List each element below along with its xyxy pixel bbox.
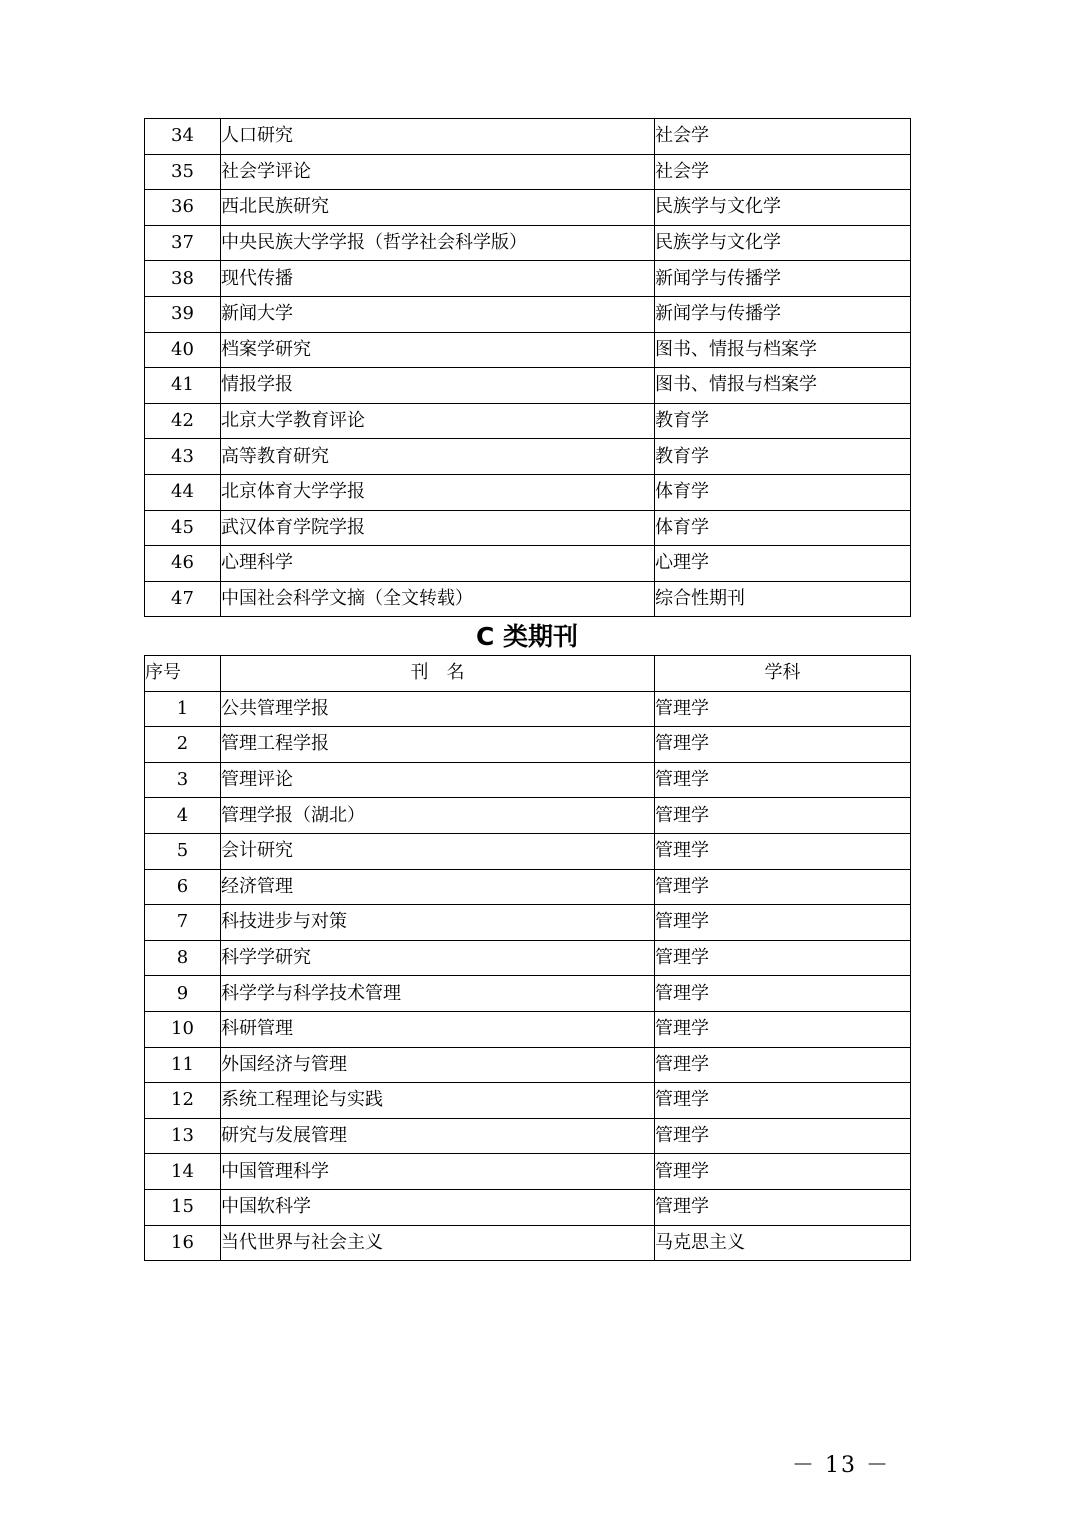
cell-journal-name: 外国经济与管理: [221, 1047, 655, 1083]
cell-serial-number: 3: [145, 762, 221, 798]
table-row: [145, 1118, 911, 1154]
cell-serial-number: 40: [145, 332, 221, 368]
table-row: [145, 869, 911, 905]
cell-journal-name: 情报学报: [221, 368, 655, 404]
page-number: － 13 －: [792, 1453, 890, 1478]
cell-serial-number: 39: [145, 296, 221, 332]
table-row: [145, 368, 911, 404]
cell-subject: 管理学: [655, 798, 911, 834]
header-subject: 学科: [655, 656, 911, 692]
cell-serial-number: 6: [145, 869, 221, 905]
table-row: [145, 332, 911, 368]
cell-subject: 新闻学与传播学: [655, 296, 911, 332]
cell-journal-name: 北京体育大学学报: [221, 474, 655, 510]
journal-table-c: [144, 655, 911, 1261]
table-row: [145, 581, 911, 617]
cell-serial-number: 12: [145, 1083, 221, 1119]
cell-subject: 体育学: [655, 474, 911, 510]
cell-subject: 民族学与文化学: [655, 225, 911, 261]
cell-serial-number: 44: [145, 474, 221, 510]
cell-serial-number: 13: [145, 1118, 221, 1154]
cell-subject: 心理学: [655, 546, 911, 582]
table-row: [145, 1154, 911, 1190]
cell-serial-number: 45: [145, 510, 221, 546]
table-row: [145, 474, 911, 510]
cell-serial-number: 4: [145, 798, 221, 834]
cell-serial-number: 2: [145, 727, 221, 763]
cell-journal-name: 管理工程学报: [221, 727, 655, 763]
table-row: [145, 154, 911, 190]
cell-journal-name: 高等教育研究: [221, 439, 655, 475]
table-row: [145, 1011, 911, 1047]
header-journal-name: 刊 名: [221, 656, 655, 692]
table-row: [145, 296, 911, 332]
cell-journal-name: 经济管理: [221, 869, 655, 905]
table-row: [145, 1189, 911, 1225]
cell-serial-number: 42: [145, 403, 221, 439]
table-row: [145, 261, 911, 297]
table-row: [145, 798, 911, 834]
cell-serial-number: 1: [145, 691, 221, 727]
cell-serial-number: 34: [145, 119, 221, 155]
table-row: [145, 940, 911, 976]
table-row: [145, 691, 911, 727]
cell-journal-name: 科技进步与对策: [221, 905, 655, 941]
cell-serial-number: 38: [145, 261, 221, 297]
cell-subject: 管理学: [655, 976, 911, 1012]
cell-serial-number: 37: [145, 225, 221, 261]
table-row: [145, 1083, 911, 1119]
table-row: [145, 1047, 911, 1083]
cell-serial-number: 7: [145, 905, 221, 941]
journal-table-body: [145, 691, 911, 1261]
cell-subject: 管理学: [655, 691, 911, 727]
cell-subject: 教育学: [655, 403, 911, 439]
cell-serial-number: 15: [145, 1189, 221, 1225]
journal-table-continued: [144, 118, 911, 617]
cell-journal-name: 中国社会科学文摘（全文转载）: [221, 581, 655, 617]
cell-journal-name: 管理评论: [221, 762, 655, 798]
table-row: [145, 976, 911, 1012]
cell-journal-name: 档案学研究: [221, 332, 655, 368]
cell-journal-name: 研究与发展管理: [221, 1118, 655, 1154]
cell-subject: 图书、情报与档案学: [655, 368, 911, 404]
cell-subject: 体育学: [655, 510, 911, 546]
table-row: [145, 905, 911, 941]
table-row: [145, 1225, 911, 1261]
cell-journal-name: 科研管理: [221, 1011, 655, 1047]
table-row: [145, 510, 911, 546]
cell-journal-name: 心理科学: [221, 546, 655, 582]
cell-serial-number: 11: [145, 1047, 221, 1083]
cell-subject: 管理学: [655, 1118, 911, 1154]
cell-subject: 管理学: [655, 940, 911, 976]
table-row: [145, 833, 911, 869]
cell-subject: 管理学: [655, 727, 911, 763]
cell-serial-number: 5: [145, 833, 221, 869]
cell-journal-name: 公共管理学报: [221, 691, 655, 727]
table-row: [145, 439, 911, 475]
cell-serial-number: 46: [145, 546, 221, 582]
cell-journal-name: 中央民族大学学报（哲学社会科学版）: [221, 225, 655, 261]
cell-subject: 管理学: [655, 833, 911, 869]
cell-journal-name: 现代传播: [221, 261, 655, 297]
table-row: [145, 403, 911, 439]
cell-serial-number: 35: [145, 154, 221, 190]
cell-serial-number: 9: [145, 976, 221, 1012]
cell-serial-number: 16: [145, 1225, 221, 1261]
cell-subject: 教育学: [655, 439, 911, 475]
cell-journal-name: 系统工程理论与实践: [221, 1083, 655, 1119]
cell-subject: 管理学: [655, 869, 911, 905]
cell-subject: 管理学: [655, 1083, 911, 1119]
cell-serial-number: 10: [145, 1011, 221, 1047]
cell-journal-name: 管理学报（湖北）: [221, 798, 655, 834]
cell-serial-number: 14: [145, 1154, 221, 1190]
section-title-c: C 类期刊: [475, 622, 579, 651]
cell-journal-name: 新闻大学: [221, 296, 655, 332]
cell-journal-name: 当代世界与社会主义: [221, 1225, 655, 1261]
cell-subject: 管理学: [655, 1047, 911, 1083]
table-row: [145, 546, 911, 582]
cell-subject: 管理学: [655, 1189, 911, 1225]
cell-subject: 民族学与文化学: [655, 190, 911, 226]
journal-table-body: [145, 119, 911, 617]
table-row: [145, 762, 911, 798]
table-header-row: [145, 656, 911, 692]
cell-journal-name: 武汉体育学院学报: [221, 510, 655, 546]
cell-journal-name: 社会学评论: [221, 154, 655, 190]
cell-subject: 马克思主义: [655, 1225, 911, 1261]
cell-journal-name: 西北民族研究: [221, 190, 655, 226]
cell-journal-name: 会计研究: [221, 833, 655, 869]
cell-subject: 管理学: [655, 762, 911, 798]
cell-journal-name: 北京大学教育评论: [221, 403, 655, 439]
cell-subject: 社会学: [655, 154, 911, 190]
cell-subject: 新闻学与传播学: [655, 261, 911, 297]
cell-subject: 管理学: [655, 905, 911, 941]
cell-journal-name: 中国管理科学: [221, 1154, 655, 1190]
header-serial-number: 序号: [145, 656, 221, 692]
cell-subject: 社会学: [655, 119, 911, 155]
table-row: [145, 190, 911, 226]
table-row: [145, 727, 911, 763]
table-row: [145, 119, 911, 155]
cell-subject: 管理学: [655, 1154, 911, 1190]
cell-serial-number: 47: [145, 581, 221, 617]
cell-journal-name: 科学学研究: [221, 940, 655, 976]
cell-journal-name: 中国软科学: [221, 1189, 655, 1225]
cell-serial-number: 41: [145, 368, 221, 404]
cell-journal-name: 人口研究: [221, 119, 655, 155]
cell-serial-number: 36: [145, 190, 221, 226]
cell-subject: 管理学: [655, 1011, 911, 1047]
cell-subject: 综合性期刊: [655, 581, 911, 617]
cell-serial-number: 8: [145, 940, 221, 976]
cell-serial-number: 43: [145, 439, 221, 475]
cell-journal-name: 科学学与科学技术管理: [221, 976, 655, 1012]
cell-subject: 图书、情报与档案学: [655, 332, 911, 368]
table-row: [145, 225, 911, 261]
